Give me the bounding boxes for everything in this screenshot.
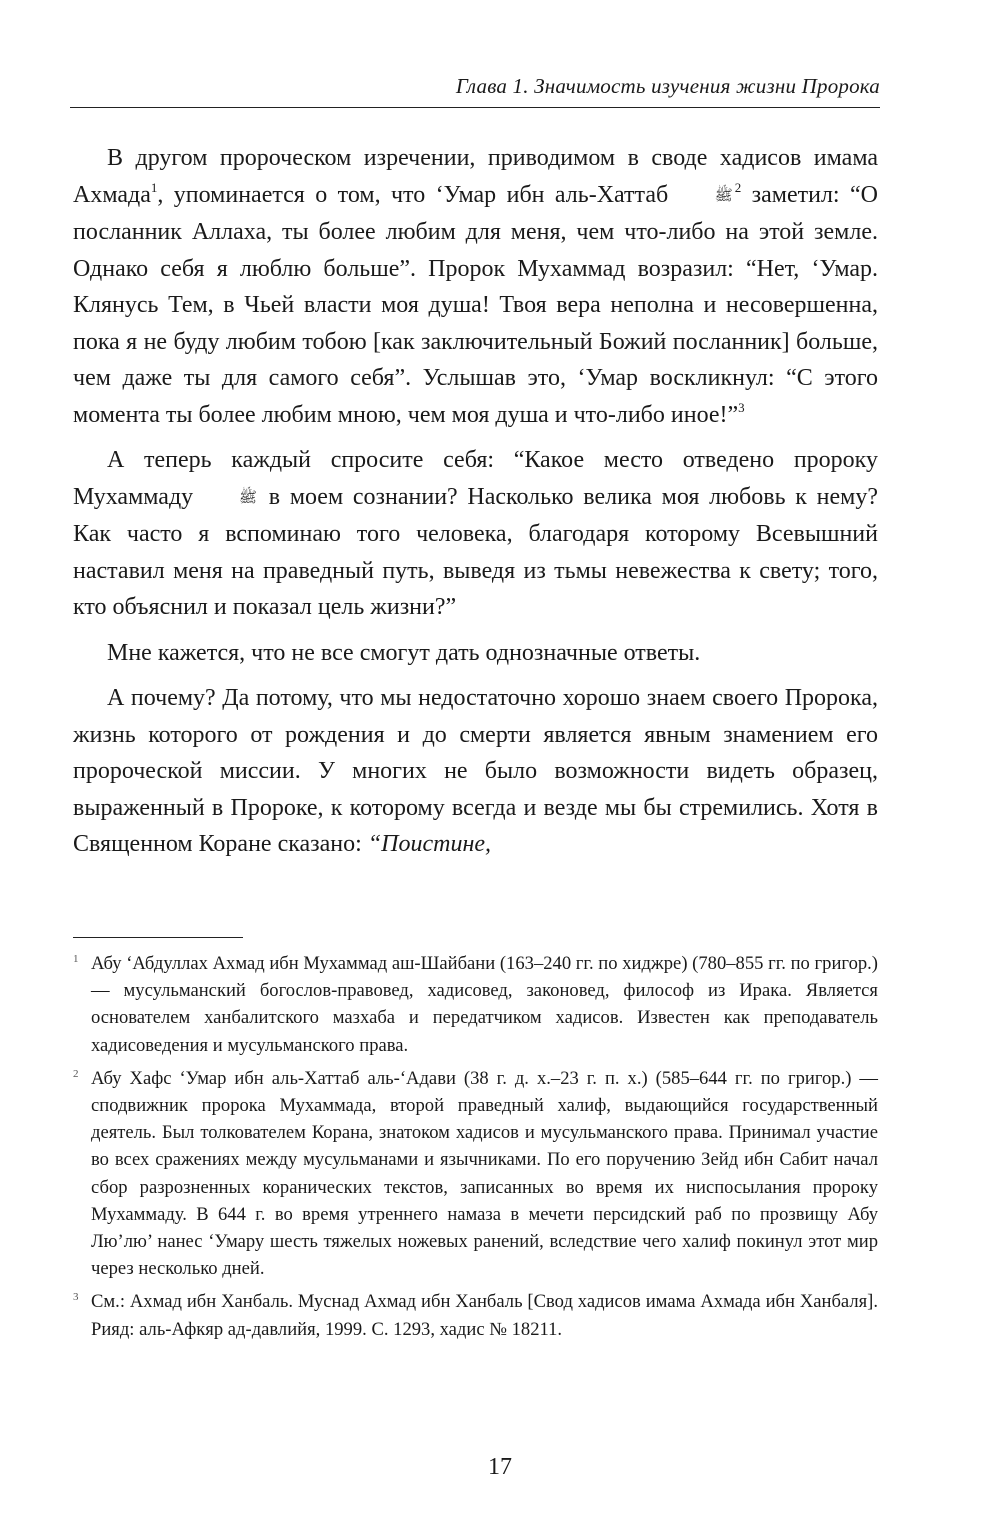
paragraph-1-text-a: В другом пророческом изречении, приводимом в своде хадисов имама Ахмада: [73, 145, 878, 208]
main-text: [73, 140, 878, 872]
paragraph-4-text: А почему? Да потому, что мы недостаточно хорошо знаем своего Пророка, жизнь которого от рождения и до смерти является явным знамением его пророческой миссии. У многих не было возможности видеть образец, выраженный в Пророке, к которому всегда и везде мы бы стремились. Хотя в Священном Коране сказано:: [73, 685, 878, 857]
honorific-glyph-icon: ﷺ: [238, 489, 258, 506]
footnote-ref-1[interactable]: 1: [150, 179, 158, 195]
paragraph-1: [73, 140, 878, 433]
footnote-3: [73, 1288, 878, 1342]
paragraph-1-text-b: , упоминается о том, что ‘Умар ибн аль-Хаттаб: [157, 181, 679, 208]
footnote-text: Абу Хафс ‘Умар ибн аль-Хаттаб аль-‘Адави (38 г. д. х.–23 г. п. х.) (585–644 гг. по григор.) — сподвижник пророка Мухаммада, второй праведный халиф, выдающийся государственный деятель. Был толкователем Корана, знатоком хадисов и мусульманского права. Принимал участие во всех сражениях между мусульманами и язычниками. По его поручению Зейд ибн Сабит начал сбор разрозненных коранических текстов, записанных во время их ниспосылания пророку Мухаммаду. В 644 г. во время утреннего намаза в мечети персидский раб по прозвищу Абу Лю’лю’ нанес ‘Умару шесть тяжелых ножевых ранений, вследствие чего халиф покинул этот мир через несколько дней.: [91, 1067, 878, 1280]
footnote-number: 3: [73, 1291, 79, 1304]
footnote-number: 2: [73, 1067, 79, 1080]
footnote-1: [73, 950, 878, 1059]
footnote-ref-2[interactable]: 2: [734, 179, 742, 195]
footnote-number: 1: [73, 953, 79, 965]
page-number: 17: [488, 1454, 512, 1480]
paragraph-2-text-a: А теперь каждый спросите себя: “Какое место отведено пророку Мухаммаду: [73, 447, 878, 510]
quran-quote-start: “Поистине,: [367, 831, 492, 857]
footnote-text: См.: Ахмад ибн Ханбаль. Муснад Ахмад ибн Ханбаль [Свод хадисов имама Ахмада ибн Ханбаля]. Рияд: аль-Афкяр ад-давлийя, 1999. С. 1293, хадис № 18211.: [91, 1291, 878, 1340]
header-rule: [70, 107, 880, 108]
honorific-glyph-icon: ﷺ: [714, 187, 733, 204]
footnote-text: Абу ‘Абдуллах Ахмад ибн Мухаммад аш-Шайбани (163–240 гг. по хиджре) (780–855 гг. по григор.) — мусульманский богослов-правовед, хадисовед, законовед, философ из Ирака. Является основателем ханбалитского мазхаба и передатчиком хадисов. Известен как преподаватель хадисоведения и мусульманского права.: [91, 953, 878, 1056]
footnotes: [73, 950, 878, 1349]
paragraph-3: Мне кажется, что не все смогут дать однозначные ответы.: [107, 639, 701, 666]
paragraph-2-text-b: в моем сознании? Насколько велика моя любовь к нему? Как часто я вспоминаю того человека, благодаря которому Всевышний наставил меня на праведный путь, выведя из тьмы невежества к свету; того, кто объяснил и показал цель жизни?”: [73, 483, 878, 620]
footnote-separator: [73, 937, 243, 938]
running-head: Глава 1. Значимость изучения жизни Пророка: [455, 74, 880, 98]
footnote-2: [73, 1065, 878, 1283]
footnote-ref-3[interactable]: 3: [738, 399, 745, 415]
paragraph-1-text-c: заметил: “О посланник Аллаха, ты более любим для меня, чем что-либо на этой земле. Однако себя я люблю больше”. Пророк Мухаммад возразил: “Нет, ‘Умар. Клянусь Тем, в Чьей власти моя душа! Твоя вера неполна и несовершенна, пока я не буду любим тобою [как заключительный Божий посланник] больше, чем даже ты для самого себя”. Услышав это, ‘Умар воскликнул: “С этого момента ты более любим мною, чем моя душа и что-либо иное!”: [73, 181, 878, 428]
paragraph-4: [73, 680, 878, 863]
paragraph-2: [73, 442, 878, 626]
